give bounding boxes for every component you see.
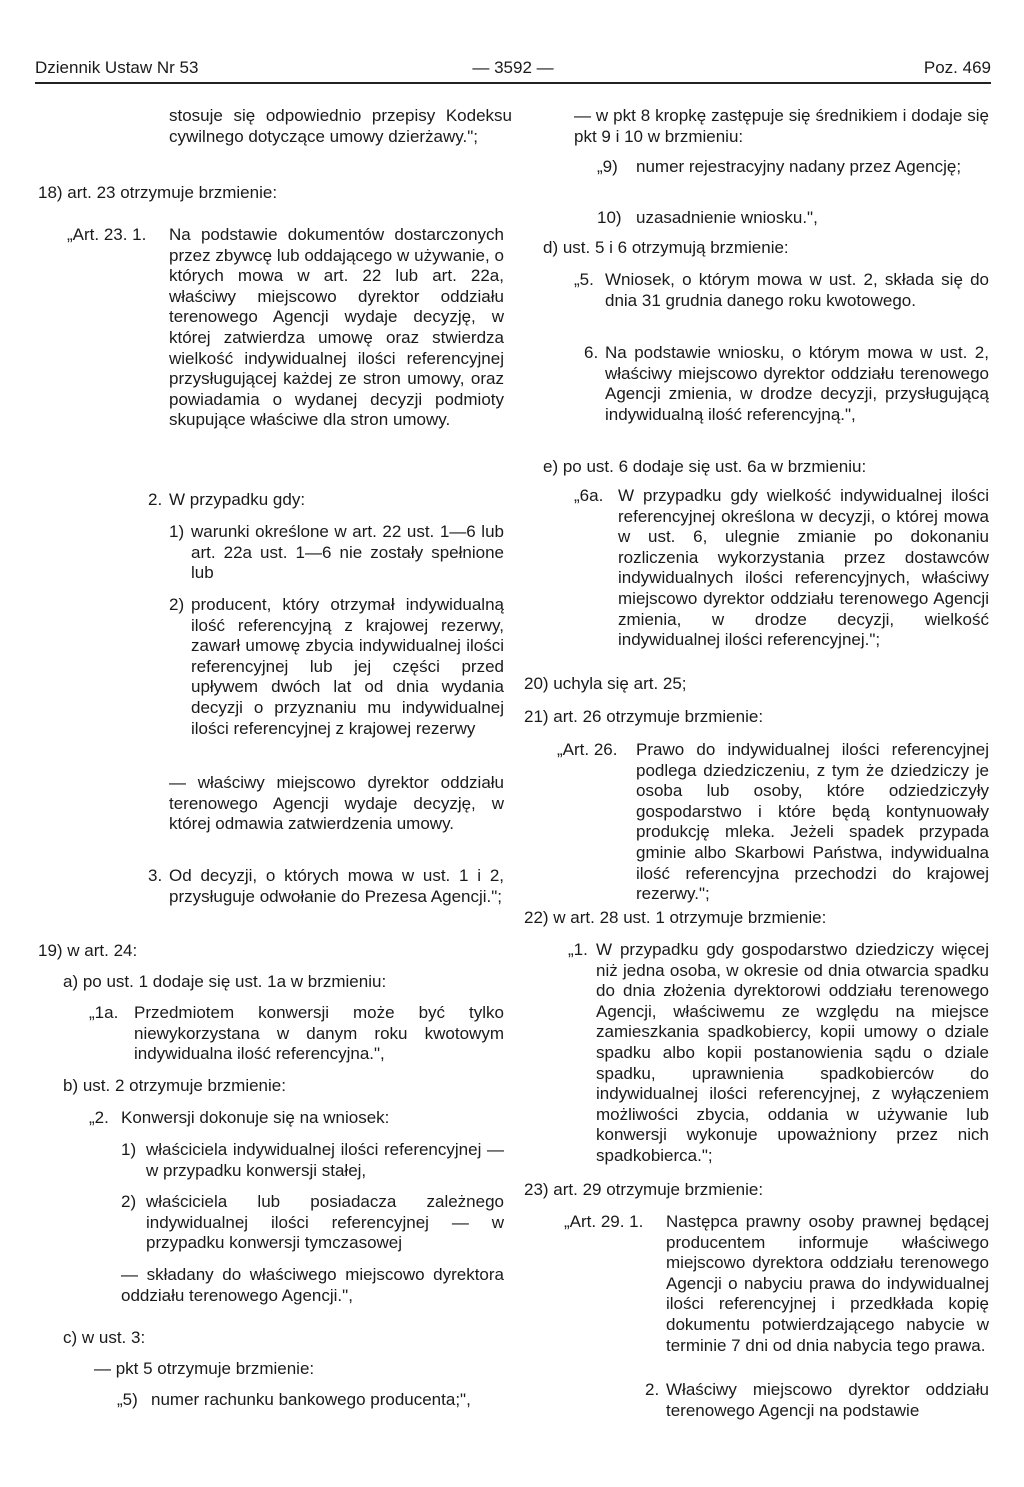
c-point-5-text: numer rachunku bankowego producenta;", xyxy=(151,1390,471,1409)
para-2-number: „2. xyxy=(89,1108,109,1127)
art26-text: Prawo do indywidualnej ilości referencyjnej podlega dziedziczeniu, z tym że dziedziczy je osoba lub osoby, które odziedziczyły gospodarstwo i które będą kontynuowały produkcję mleka. Jeżeli spadek przypada gminie albo Skarbowi Państwa, indywidualna ilość referencyjna przechodzi do krajowej rezerwy."; xyxy=(636,740,989,904)
b-point-2-text: właściciela lub posiadacza zależnego indywidualnej ilości referencyjnej — w przypadku konwersji tymczasowej xyxy=(146,1192,504,1253)
para-6-text: Na podstawie wniosku, o którym mowa w ust. 2, właściwy miejscowo dyrektor oddziału terenowego Agencji zmienia, w drodze decyzji, przysługującą indywidualną ilość referencyjną.", xyxy=(605,343,989,424)
para-2-text: Konwersji dokonuje się na wniosek: xyxy=(121,1108,390,1127)
art23-para2-number: 2. xyxy=(148,490,163,509)
art23-label: „Art. 23. 1. xyxy=(67,225,147,244)
subitem-c: c) w ust. 3: xyxy=(63,1328,146,1347)
art29-para1: Następca prawny osoby prawnej będącej producentem informuje właściwego miejscowo dyrektora oddziału terenowego Agencji o nabyciu prawa do indywidualnej ilości referencyjnej i przedkłada kopię dokumentu potwierdzającego nabycie w terminie 7 dni od dnia nabycia tego prawa. xyxy=(666,1212,989,1355)
art29-label: „Art. 29. 1. xyxy=(564,1212,644,1231)
para-5-number: „5. xyxy=(574,270,594,289)
art29-para2-text: Właściwy miejscowo dyrektor oddziału terenowego Agencji na podstawie xyxy=(666,1380,989,1420)
point-2-number: 2) xyxy=(169,595,185,614)
subitem-a: a) po ust. 1 dodaje się ust. 1a w brzmieniu: xyxy=(63,972,387,991)
journal-title: Dziennik Ustaw Nr 53 xyxy=(35,58,199,77)
art23-para3-number: 3. xyxy=(148,866,163,885)
point-9-text: numer rejestracyjny nadany przez Agencję; xyxy=(636,157,962,176)
art23-para3-text: Od decyzji, o których mowa w ust. 1 i 2, przysługuje odwołanie do Prezesa Agencji."; xyxy=(169,866,504,906)
item-20: 20) uchyla się art. 25; xyxy=(524,674,687,693)
para-5-text: Wniosek, o którym mowa w ust. 2, składa się do dnia 31 grudnia danego roku kwotowego. xyxy=(605,270,989,310)
para-6-number: 6. xyxy=(584,343,599,362)
item-23: 23) art. 29 otrzymuje brzmienie: xyxy=(524,1180,764,1199)
point-10-text: uzasadnienie wniosku.", xyxy=(636,208,818,227)
item-18: 18) art. 23 otrzymuje brzmienie: xyxy=(38,183,278,202)
continuation-text: stosuje się odpowiednio przepisy Kodeksu cywilnego dotyczące umowy dzierżawy."; xyxy=(169,106,512,146)
point-1-number: 1) xyxy=(169,522,185,541)
para-1a-number: „1a. xyxy=(89,1003,119,1022)
position-number: Poz. 469 xyxy=(923,58,991,77)
c-dash: — pkt 5 otrzymuje brzmienie: xyxy=(94,1359,315,1378)
item-19: 19) w art. 24: xyxy=(38,941,138,960)
page-header xyxy=(35,58,991,84)
c-point-5-number: „5) xyxy=(117,1390,138,1409)
point-10-number: 10) xyxy=(597,208,622,227)
para-1-text: W przypadku gdy gospodarstwo dziedziczy więcej niż jedna osoba, w okresie od dnia otwarcia spadku do dnia złożenia dyrektorowi oddziału terenowego Agencji, właściwemu ze względu na miejsce zamieszkania spadkobiercy, kopii umowy o dziale spadku albo kopii postanowienia sądu o dziale spadku, uprawnienia spadkobierców do indywidualnej ilości referencyjnej, z wyłączeniem możliwości zbycia, oddania w używanie lub konwersji wykonuje upoważniony przez nich spadkobierca."; xyxy=(596,940,989,1165)
point-2-text: producent, który otrzymał indywidualną ilość referencyjną z krajowej rezerwy, zawarł umowę zbycia indywidualnej ilości referencyjnej lub jej części przed upływem dwóch lat od dnia wydania decyzji o przyznaniu mu indywidualnej ilości referencyjnej z krajowej rezerwy xyxy=(191,595,504,738)
art26-label: „Art. 26. xyxy=(557,740,618,759)
b-dash-clause: — składany do właściwego miejscowo dyrektora oddziału terenowego Agencji.", xyxy=(121,1265,504,1305)
dash-pkt8: — w pkt 8 kropkę zastępuje się średnikiem i dodaje się pkt 9 i 10 w brzmieniu: xyxy=(574,106,989,146)
b-point-1-number: 1) xyxy=(121,1140,137,1159)
para-1a-text: Przedmiotem konwersji może być tylko niewykorzystana w danym roku kwotowym indywidualna ilość referencyjna.", xyxy=(134,1003,504,1064)
para-1-number: „1. xyxy=(568,940,588,959)
art23-para2-text: W przypadku gdy: xyxy=(169,490,306,509)
page-number: — 3592 — xyxy=(472,58,554,77)
dash-clause: — właściwy miejscowo dyrektor oddziału terenowego Agencji wydaje decyzję, w której odmawia zatwierdzenia umowy. xyxy=(169,773,504,834)
point-9-number: „9) xyxy=(597,157,618,176)
art29-para2-number: 2. xyxy=(645,1380,660,1399)
item-21: 21) art. 26 otrzymuje brzmienie: xyxy=(524,707,764,726)
b-point-2-number: 2) xyxy=(121,1192,137,1211)
subitem-e: e) po ust. 6 dodaje się ust. 6a w brzmieniu: xyxy=(543,457,867,476)
art23-para1: Na podstawie dokumentów dostarczonych przez zbywcę lub oddającego w używanie, o których mowa w art. 22 lub art. 22a, właściwy miejscowo dyrektor oddziału terenowego Agencji wydaje decyzję, w której zatwierdza umowę oraz stwierdza wielkość indywidualnej ilości referencyjnej przysługującej każdej ze stron umowy, oraz powiadamia o wydanej decyzji podmioty skupujące właściwe dla stron umowy. xyxy=(169,225,504,430)
para-6a-number: „6a. xyxy=(574,486,604,505)
subitem-b: b) ust. 2 otrzymuje brzmienie: xyxy=(63,1076,286,1095)
b-point-1-text: właściciela indywidualnej ilości referencyjnej — w przypadku konwersji stałej, xyxy=(146,1140,504,1180)
subitem-d: d) ust. 5 i 6 otrzymują brzmienie: xyxy=(543,238,789,257)
item-22: 22) w art. 28 ust. 1 otrzymuje brzmienie: xyxy=(524,908,827,927)
para-6a-text: W przypadku gdy wielkość indywidualnej ilości referencyjnej określona w decyzji, o której mowa w ust. 6, ulegnie zmianie po dokonaniu rozliczenia wykorzystania przez dostawców indywidualnych ilości referencyjnych, właściwy miejscowo dyrektor oddziału terenowego Agencji zmienia, w drodze decyzji, wielkość indywidualnej ilości referencyjnej."; xyxy=(618,486,989,650)
point-1-text: warunki określone w art. 22 ust. 1—6 lub art. 22a ust. 1—6 nie zostały spełnione lub xyxy=(191,522,504,583)
